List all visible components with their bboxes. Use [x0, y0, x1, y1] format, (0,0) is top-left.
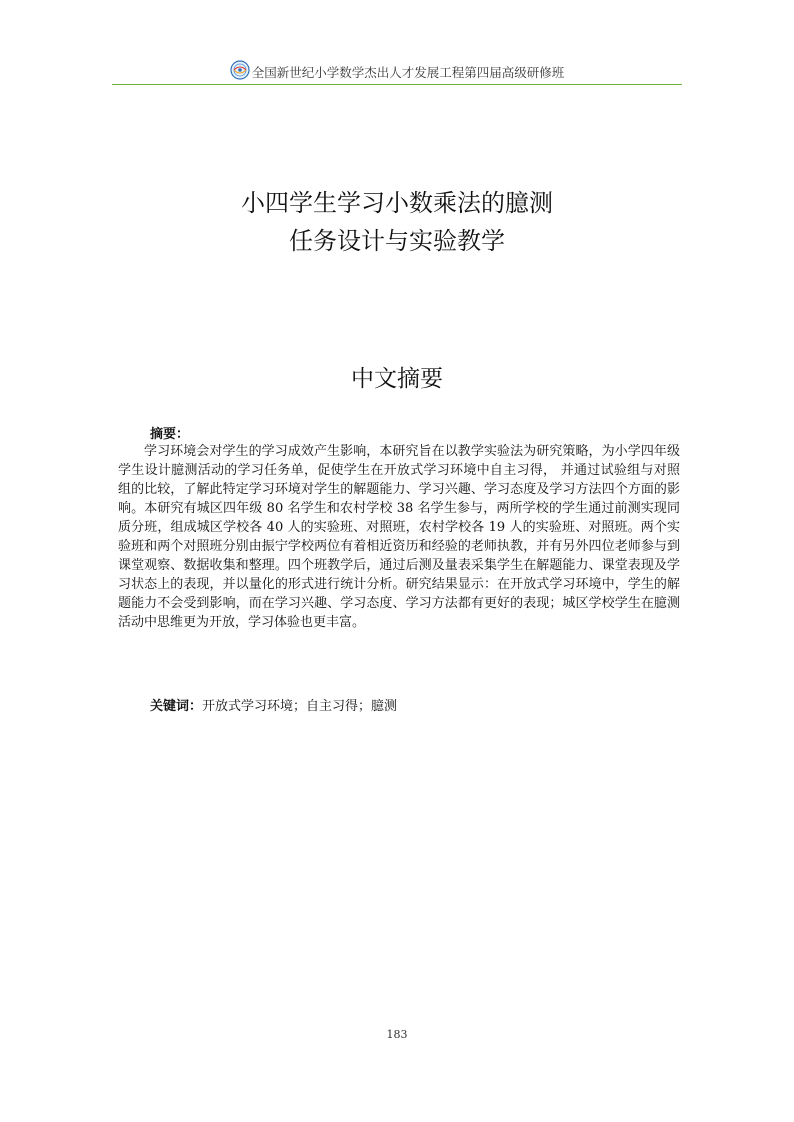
page-number: 183 [386, 1028, 408, 1041]
paper-title-line-2: 任务设计与实验教学 [289, 227, 505, 255]
paper-title-line-1: 小四学生学习小数乘法的臆测 [241, 189, 553, 217]
abstract-heading: 中文摘要 [351, 366, 443, 392]
header-content [230, 58, 565, 82]
abstract-body: 学习环境会对学生的学习成效产生影响，本研究旨在以教学实验法为研究策略，为小学四年级学生设计臆测活动的学习任务单，促使学生在开放式学习环境中自主习得， 并通过试验组与对照组的比较，了解此特定学习环境对学生的解题能力、学习兴趣、学习态度及学习方法四个方面的影响。本研究有城区四年级 80 名学生和农村学校 38 名学生参与，两所学校的学生通过前测实现同质分班，组成城区学校各 40 人的实验班、对照班，农村学校各 19 人的实验班、对照班。两个实验班和两个对照班分别由振宁学校两位有着相近资历和经验的老师执教，并有另外四位老师参与到课堂观察、数据收集和整理。四个班教学后，通过后测及量表采集学生在解题能力、课堂表现及学习状态上的表现，并以量化的形式进行统计分析。研究结果显示：在开放式学习环境中，学生的解题能力不会受到影响，而在学习兴趣、学习态度、学习方法都有更好的表现；城区学校学生在臆测活动中思维更为开放，学习体验也更丰富。 [118, 444, 680, 630]
keywords-label: 关键词： [150, 699, 203, 714]
paper-title [0, 184, 794, 260]
header-text: 全国新世纪小学数学杰出人才发展工程第四届高级研修班 [251, 65, 565, 80]
running-header [112, 58, 682, 85]
program-logo-icon [230, 60, 250, 80]
keywords [150, 695, 397, 714]
keywords-value: 开放式学习环境；自主习得；臆测 [202, 699, 398, 714]
abstract-label: 摘要： [150, 427, 190, 442]
